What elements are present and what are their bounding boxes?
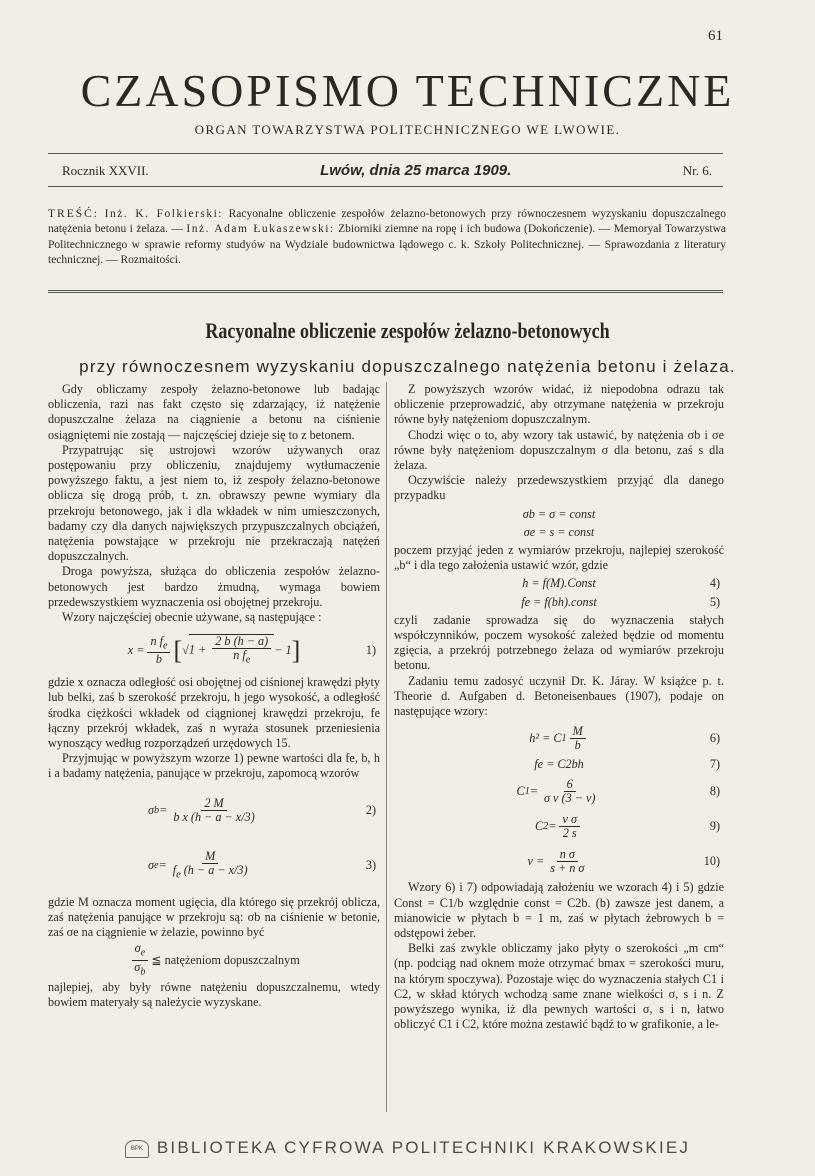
column-divider bbox=[386, 382, 387, 1112]
toc-label: TREŚĆ: bbox=[48, 208, 99, 220]
equation-number: 6) bbox=[709, 730, 720, 745]
paragraph: Oczywiście należy przedewszystkiem przyjąć dla danego przypadku bbox=[394, 473, 724, 503]
paragraph: Przyjmując w powyższym wzorze 1) pewne wartości dla fe, b, h i a badamy natężenia, panujące w przekroju, zapomocą wzorów bbox=[48, 751, 380, 781]
toc-entry-2: Zbiorniki ziemne na ropę i ich budowa (Dokończenie). — Memoryał Towarzystwa Politechnicznego w sprawie reformy studyów na Wydziale budownictwa lądowego c. k. Szkoły Politechnicznej. — Sprawozdania z literatury technicznej. — Rozmaitości. bbox=[48, 223, 727, 266]
library-logo-icon: BPK bbox=[125, 1140, 149, 1158]
equation-number: 7) bbox=[709, 757, 720, 772]
issue-meta bbox=[62, 162, 712, 179]
equation-text: fe = f(bh).const bbox=[521, 594, 597, 609]
paragraph: gdzie M oznacza moment ugięcia, dla którego się przekrój oblicza, zaś natężenia panujące w przekroju są: σb na ciśnienie w betonie, zaś σe na ciągnienie w żelazie, powinno być bbox=[48, 894, 380, 940]
equation-number: 3) bbox=[365, 858, 376, 873]
equation-number: 10) bbox=[703, 853, 720, 868]
paragraph: Z powyższych wzorów widać, iż niepodobna odrazu tak obliczenie przeprowadzić, aby otrzymane natężenia w przekroju równe były natężeniom dopuszczalnym. bbox=[394, 382, 724, 427]
issue-date: Lwów, dnia 25 marca 1909. bbox=[320, 162, 512, 179]
paragraph: Belki zaś zwykle obliczamy jako płyty o szerokości „m cm“ (np. podciąg nad oknem może otrzymać bmax = szerokości muru, na którym spoczywa). Pozostaje więc do wyznaczenia stałych C1 i C2, w skład których wchodzą same znane wielkości σ, s i n. Z powyższego wynika, iż dla pewnych wartości σ, s i n, łatwo obliczyć C1 i C2, które można zestawić bądź to w grafikonie, a le- bbox=[394, 941, 724, 1032]
paragraph: Wzory najczęściej obecnie używane, są następujące : bbox=[62, 610, 322, 625]
equation-condition: $\frac{\sigma_e}{\sigma_b}$ ≦ natężeniom dopuszczalnym bbox=[48, 943, 380, 977]
equation-7 bbox=[394, 757, 724, 772]
paragraph: Droga powyższa, służąca do obliczenia zespołów żelazno-betonowych jest bardzo żmudną, wymaga bowiem przedewszystkiem wyznaczenia osi obojętnej przekroju. bbox=[48, 564, 380, 609]
equation-1: x = $\frac{n f_e}{b}$ [ √ 1 + $\frac{2 b (h - a)}{n f_e}$ − 1 ] 1) bbox=[127, 633, 376, 666]
equation-9: C 2 = $\frac{\text{v σ}}{2 s}$ 9) bbox=[535, 811, 720, 840]
equation-text: fe = C2bh bbox=[534, 757, 584, 772]
toc-author-2: Inż. Adam Łukaszewski: bbox=[186, 223, 335, 236]
issue-number: Nr. 6. bbox=[682, 162, 712, 178]
toc-entry-1: Racyonalne obliczenie zespołów żelazno-betonowych przy równoczesnem wyzyskaniu dopuszczalnego natężenia betonu i żelaza. — bbox=[48, 208, 726, 236]
paragraph: Wzory 6) i 7) odpowiadają założeniu we wzorach 4) i 5) gdzie Const = C1/b względnie const = C2b. (b) zawsze jest danem, a mianowicie w płytach b = 1 m, zaś w płytach żebrowych b = odstępowi żeber. bbox=[394, 880, 724, 941]
header-rule-bottom bbox=[48, 186, 723, 187]
footer-text: BIBLIOTEKA CYFROWA POLITECHNIKI KRAKOWSKIEJ bbox=[156, 1138, 691, 1157]
journal-title: CZASOPISMO TECHNICZNE bbox=[80, 65, 735, 116]
equation-number: 9) bbox=[709, 818, 720, 833]
equation-10: v = $\frac{\text{n σ}}{\text{s + n σ}}$ 10) bbox=[527, 846, 720, 875]
left-column bbox=[48, 382, 380, 1011]
equation-5 bbox=[394, 595, 724, 610]
equation-6: h² = C 1 $\frac{M}{b}$ 6) bbox=[529, 723, 720, 752]
table-of-contents bbox=[48, 207, 726, 268]
paragraph: najlepiej, aby były równe natężeniu dopuszczalnemu, wtedy bowiem materyały są należycie wyzyskane. bbox=[48, 980, 380, 1010]
equation-number: 2) bbox=[365, 803, 376, 818]
paragraph: poczem przyjąć jeden z wymiarów przekroju, najlepiej szerokość „b“ i dla tego założenia ustawić wzór, gdzie bbox=[394, 543, 724, 573]
equation-3: σ e = $\frac{M}{f_e (h - a - x/3)}$ 3) bbox=[148, 848, 376, 881]
equation-number: 5) bbox=[709, 594, 720, 609]
library-footer bbox=[0, 1138, 815, 1158]
equation-number: 4) bbox=[709, 576, 720, 591]
volume-label: Rocznik XXVII. bbox=[62, 162, 149, 178]
toc-author-1: Inż. K. Folkierski: bbox=[104, 208, 223, 220]
equation-number: 8) bbox=[709, 783, 720, 798]
page-number: 61 bbox=[708, 28, 723, 44]
article-subtitle: przy równoczesnem wyzyskaniu dopuszczalnego natężenia betonu i żelaza. bbox=[79, 357, 736, 376]
paragraph: czyli zadanie sprowadza się do wyznaczenia stałych współczynników, poczem wysokość zależed będzie od momentu zgięcia, a przekrój potrzebnego żelaza od wymiarów przekroju betonu. bbox=[394, 612, 724, 673]
condition-text: ≦ natężeniom dopuszczalnym bbox=[151, 952, 300, 967]
paragraph: Chodzi więc o to, aby wzory tak ustawić, by natężenia σb i σe równe były natężeniom dopuszczalnym σ dla betonu, zaś s dla żelaza. bbox=[394, 427, 724, 473]
equation-2: σ b = $\frac{2 M}{\text{b x (h − a − x/3)}}$ 2) bbox=[148, 796, 376, 825]
paragraph: Zadaniu temu zadosyć uczynił Dr. K. Járay. W książce p. t. Theorie d. Aufgaben d. Betoneisenbaues (1907), podaje on następujące wzory: bbox=[394, 673, 724, 719]
toc-rule bbox=[48, 290, 723, 293]
article-title: Racyonalne obliczenie zespołów żelazno-betonowych bbox=[205, 318, 610, 343]
condition-sigma-e: σe = s = const bbox=[523, 524, 595, 539]
equation-number: 1) bbox=[365, 642, 376, 657]
paragraph: Gdy obliczamy zespoły żelazno-betonowe lub badając obliczenia, razi nas fakt często się zdarzający, iż natężenie dopuszczalne żelaza na ciągnienie a betonu na ciśnienie osiągniętemi nie zostają — najczęściej dzieje się to z betonem. bbox=[48, 382, 380, 442]
condition-sigma-b: σb = σ = const bbox=[522, 506, 596, 521]
equation-4 bbox=[394, 576, 724, 591]
journal-subtitle: ORGAN TOWARZYSTWA POLITECHNICZNEGO WE LWOWIE. bbox=[194, 122, 621, 137]
right-column bbox=[394, 382, 724, 1033]
paragraph: Przypatrując się ustrojowi wzorów używanych oraz postępowaniu przy obliczeniu, znajdujemy wytłumaczenie powyższego faktu, a jest niem to, iż zespoły żelazno-betonowe oblicza się drogą prób, t. zn. obrawszy pewne wymiary dla przekroju betonowego, jak i dla wkładek w nim umieszczonych, badamy czy dla danych największych przypuszczalnych obciążeń, natężenia powstające w przekroju nie przekraczają natężeń dopuszczalnych. bbox=[48, 442, 380, 564]
paragraph: gdzie x oznacza odległość osi obojętnej od ciśnionej krawędzi płyty lub belki, zaś b szerokość przekroju, h jego wysokość, a odległość środka ciężkości wkładek od ciągnionej krawędzi przekroju, fe łączny przekrój wkładek, zaś n wyraża stosunek przeniesienia wynoszący według rozporządzeń urzędowych 15. bbox=[48, 675, 380, 751]
equation-8: C 1 = $\frac{6}{\text{σ v (3 − v)}}$ 8) bbox=[516, 776, 720, 805]
equation-text: h = f(M).Const bbox=[522, 576, 596, 591]
header-rule-top bbox=[48, 153, 723, 154]
